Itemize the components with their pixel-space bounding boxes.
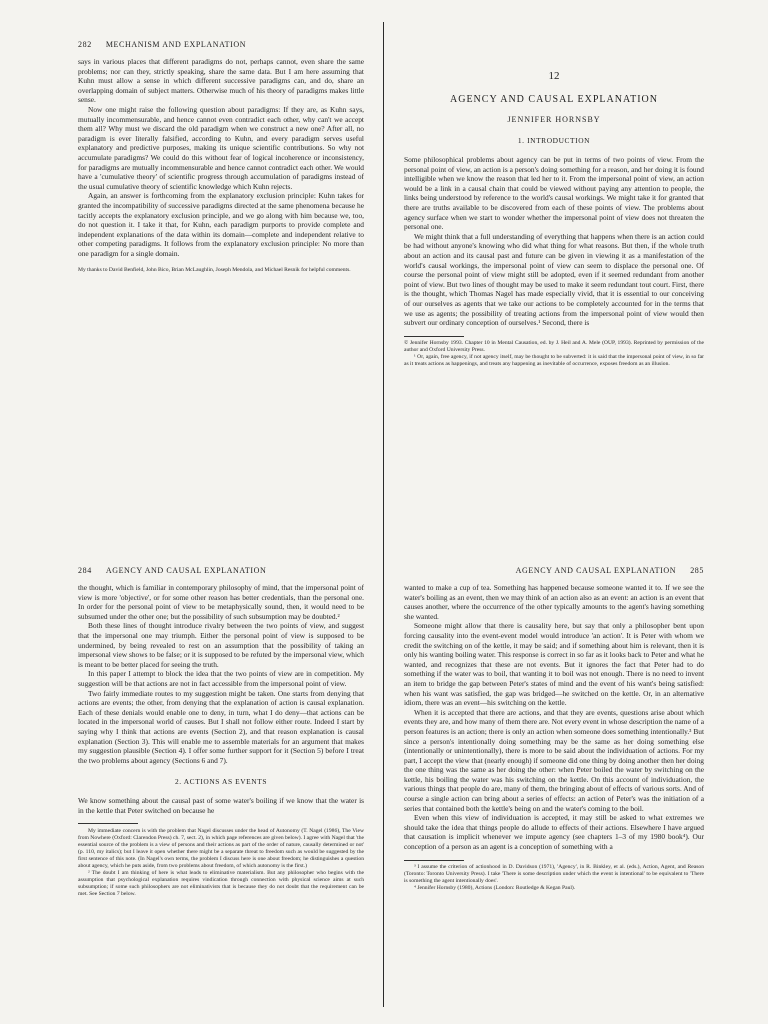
copyright-note: © Jennifer Hornsby 1993. Chapter 10 in Mental Causation, ed. by J. Heil and A. Mele (OUP, 1993). Reprinted by permission of the author and Oxford University Press.	[404, 340, 704, 354]
chapter-title: AGENCY AND CAUSAL EXPLANATION	[450, 94, 658, 105]
page-285	[404, 566, 704, 1016]
footnote: ¹ Or, again, free agency, if not agency itself, may be thought to be subverted: it is said that the impersonal point of view, in so far as it treats actions as happenings, and treats any happening as inevitable of occurrence, exposes freedom as an illusion.	[404, 354, 704, 368]
page-282	[78, 40, 364, 488]
running-head-285	[404, 566, 704, 575]
paragraph: Some philosophical problems about agency can be put in terms of two points of view. From the personal point of view, an action is a person's doing something for a reason, and her doing it is found intelligible when we know the reason that led her to it. From the impersonal point of view, an action would be a link in a causal chain that could be viewed without paying any attention to people, the links being understood by reference to the world's causal workings. We might take it for granted that there are truths available to be discovered from each of these points of view. The problems about agency surface when we start to wonder whether the impersonal point of view does not threaten the personal one.	[404, 155, 704, 232]
paragraph: wanted to make a cup of tea. Something has happened because someone wanted it to. If we see the water's boiling as an event, then we may think of an action also as an event: an action is an event that causes another, where the occurrence of the other typically amounts to the agent's having something she wanted.	[404, 583, 704, 621]
section-heading: 1. INTRODUCTION	[517, 136, 591, 145]
footnote: ³ I assume the criterion of actionhood in D. Davidson (1971), 'Agency', in R. Binkley, et al. (eds.), Action, Agent, and Reason (Toronto: Toronto University Press). I take 'There is some description under which the event is intentional' to be equivalent to 'There is something the agent intentionally does'.	[404, 864, 704, 885]
acknowledgement-note: My thanks to David Benfield, John Bico, Brian McLaughlin, Joseph Mendola, and Michael Resnik for helpful comments.	[78, 267, 351, 274]
footnote: ⁴ Jennifer Hornsby (1980), Actions (London: Routledge & Kegan Paul).	[414, 885, 576, 892]
running-head-title: AGENCY AND CAUSAL EXPLANATION	[105, 566, 267, 575]
running-head-title: MECHANISM AND EXPLANATION	[105, 40, 247, 49]
section-heading: 2. ACTIONS AS EVENTS	[174, 777, 268, 787]
chapter-number: 12	[548, 70, 560, 82]
paragraph: We know something about the causal past of some water's boiling if we know that the water is in the kettle that Peter switched on because he	[78, 796, 364, 815]
footnote-rule	[404, 860, 464, 861]
paragraph: Even when this view of individuation is accepted, it may still be asked to what extremes we should take the idea that things people do allude to effects of their actions. Elsewhere I have argued that causation is implicit whenever we impute agency (see chapters 1–3 of my 1980 book⁴). Our conception of a person as an agent is a conception of something with a	[404, 813, 704, 852]
page-number: 284	[78, 566, 92, 575]
page-number: 285	[690, 566, 704, 575]
paragraph: Two fairly immediate routes to my suggestion might be taken. One starts from denying that actions are events; the other, from denying that the explanation of action is causal explanation. Each of these denials would enable one to deny, in turn, what I do deny—that actions can be located in the impersonal world of causes. But I shall not follow either route. Indeed I start by saying why I think that actions are events (Section 2), and that reason explanation is causal explanation (Section 3). This will enable me to assemble materials for an argument that makes my suggestion plausible (Section 4). I offer some further support for it (Section 5) before I treat the two problems about agency (Sections 6 and 7).	[78, 688, 364, 765]
paragraph: Both these lines of thought introduce rivalry between the two points of view, and suggest that the impersonal one may triumph. Either the personal point of view is supposed to be undermined, by being revealed to rest on an assumption that the possibility of taking an impersonal view shows to be false; or it is supposed to be refuted by the impersonal view, which is meant to be better placed for seeing the truth.	[78, 621, 364, 669]
footnote-rule	[404, 336, 464, 337]
running-head-title: AGENCY AND CAUSAL EXPLANATION	[515, 566, 677, 575]
page-284	[78, 566, 364, 1016]
footnote: My immediate concern is with the problem that Nagel discusses under the head of Autonomy (T. Nagel (1986), The View from Nowhere (Oxford: Clarendon Press) ch. 7, sect. 2), in which page references are given below). I agree with Nagel that 'the essential source of the problem is a view of persons and their actions as part of the order of nature, causally determined or not' (p. 110, my italics); but I leave it open whether there might be a separate threat to freedom such as would be suggested by the first sentence of this note. (In Nagel's own terms, the problem I discuss here is one about freedom; he distinguishes a question about agency, which he puts aside, from two problems about freedom, of which autonomy is the first.)	[78, 828, 364, 870]
paragraph: the thought, which is familiar in contemporary philosophy of mind, that the impersonal point of view is more 'objective', or for some other reason has better credentials, than the personal one. In order for the personal point of view to be metaphysically sound, then, it would need to be subsumed under the other one; but the possibility of such subsumption may be doubted.²	[78, 583, 364, 621]
paragraph: Again, an answer is forthcoming from the explanatory exclusion principle: Kuhn takes for granted the incompatibility of successive paradigms directed at the same phenomena because he tacitly accepts the explanatory exclusion principle, and we go along with him because we, too, do not question it. I take it that, for Kuhn, each paradigm purports to provide complete and independent explanations of the data within its domain—complete and independent relative to other competing paradigms. It follows from the explanatory exclusion principle: No more than one paradigm for a single domain.	[78, 191, 364, 258]
footnote-rule	[78, 823, 138, 824]
chapter-author: JENNIFER HORNSBY	[507, 115, 601, 124]
paragraph: Now one might raise the following question about paradigms: If they are, as Kuhn says, mutually incommensurable, and hence cannot even contradict each other, why can't we accept them all? Why must we discard the old paradigm when we construct a new one? After all, no paradigm is ever literally falsified, according to Kuhn, and every paradigm serves useful explanatory and predictive purposes, making its unique scientific contributions. So why not accumulate paradigms? We could do this without fear of logical incoherence or inconsistency, for paradigms are mutually incommensurable and hence cannot contradict each other. We would have a 'cumulative theory' of scientific progress through accumulation of paradigms instead of the usual cumulative theory of scientific knowledge which Kuhn rejects.	[78, 104, 364, 191]
footnote: ² The doubt I am thinking of here is what leads to eliminative materialism. But any philosopher who begins with the assumption that psychological explanation requires vindication through connection with physical science aims at such subsumption; if some such philosophers are not eliminativists that is because they do not doubt that the requirement can be met. See Section 7 below.	[78, 870, 364, 898]
paragraph: In this paper I attempt to block the idea that the two points of view are in competition. My suggestion will be that actions are not in fact accessible from the impersonal point of view.	[78, 669, 364, 688]
paragraph: When it is accepted that there are actions, and that they are events, questions arise about which events they are, and how many of them there are. Not every event in whose description the name of a person features is an action; there is only an action when someone does something intentionally.³ But since a person's intentionally doing something may be the same as her doing something else (intentionally or unintentionally), there is more to be said about the individuation of actions. For my part, I accept the view that (nearly enough) if someone did one thing by doing another then her doing the one thing was the same as her doing the other: when Peter boiled the water by switching on the kettle, his boiling the water was his switching on the kettle. On this account of individuation, the various things that people do are, many of them, the bringing about of effects of various sorts. And of course a single action can bring about a series of effects: an action of Peter's was the initiation of a series that contained both the kettle's being on and the water's coming to the boil.	[404, 707, 704, 813]
paragraph: We might think that a full understanding of everything that happens when there is an action could be had without anyone's knowing who did what thing for what reasons. But then, if the whole truth about an action and its causal past and future can be given in viewing it as a manifestation of the world's causal workings, the impersonal point of view can seem to displace the personal one. Of course the personal point of view might still be adopted, even if it seemed redundant from another point of view. But two lines of thought may be used to make it seem redundant tout court. First, there is the thought, which Thomas Nagel has made especially vivid, that it is essential to our conceiving of our ourselves as agents that we take our actions to be completely accounted for in the terms that we use as agents; the possibility of treating actions from the impersonal point of view would then subvert our ordinary conception of ourselves.¹ Second, there is	[404, 231, 704, 328]
paragraph: Someone might allow that there is causality here, but say that only a philosopher bent upon forcing causality into the event-event model would introduce 'an action'. It is Peter with whom we credit the switching on of the kettle, it may be said; and if something about him is relevant, then it is only his wanting boiling water. This response is correct in so far as it looks back to Peter and what he wanted, and recognizes that these are not events. But it ignores the fact that Peter had to do something if the water was to boil, that wanting it to boil was not enough. There is no need to invent an item to bridge the gap between Peter's states of mind and the event of his want's being satisfied: when his want was satisfied, the gap was bridged—he switched on the kettle. Or, in an alternative idiom, there was an event—his switching on the kettle.	[404, 621, 704, 708]
running-head-284	[78, 566, 364, 575]
paragraph: says in various places that different paradigms do not, perhaps cannot, even share the same problems; nor can they, strictly speaking, share the same data. But I am here assuming that Kuhn must allow a sense in which different successive paradigms can, and do, share an overlapping domain of subject matters. Otherwise much of his theory of paradigms makes little sense.	[78, 57, 364, 105]
running-head-282	[78, 40, 364, 49]
page-283	[404, 40, 704, 488]
page-number: 282	[78, 40, 92, 49]
page-gutter-divider	[383, 22, 384, 1007]
